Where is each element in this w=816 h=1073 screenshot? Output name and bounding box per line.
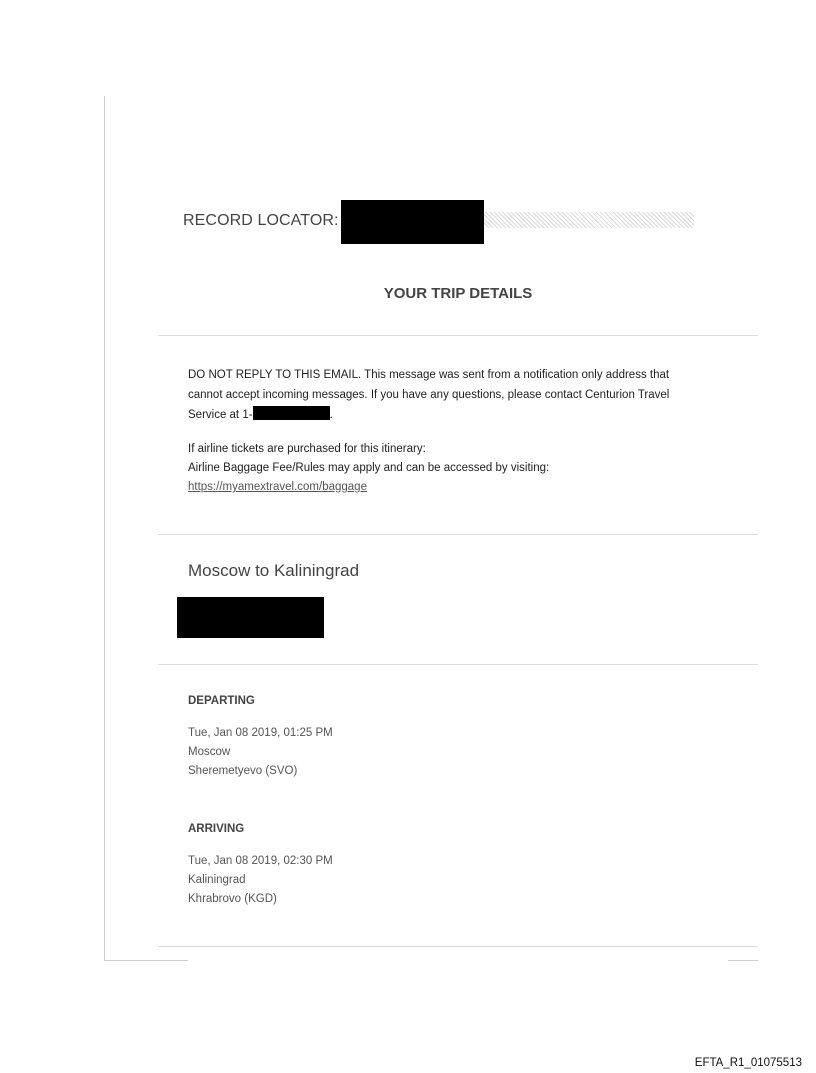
notice-line-2: cannot accept incoming messages. If you have any questions, please contact Centurion Travel — [188, 389, 670, 401]
arriving-details — [188, 852, 333, 909]
route-title: Moscow to Kaliningrad — [188, 561, 360, 580]
arriving-city: Kaliningrad — [188, 874, 246, 886]
no-reply-notice — [188, 365, 728, 425]
arriving-airport: Khrabrovo (KGD) — [188, 893, 277, 905]
baggage-info — [188, 440, 728, 497]
departing-datetime: Tue, Jan 08 2019, 01:25 PM — [188, 727, 333, 739]
page-border-left — [104, 96, 105, 960]
baggage-line-2: Airline Baggage Fee/Rules may apply and can be accessed by visiting: — [188, 462, 550, 474]
baggage-line-1: If airline tickets are purchased for this itinerary: — [188, 443, 426, 455]
page-border-bottom — [104, 960, 188, 961]
departing-details — [188, 724, 333, 781]
departing-city: Moscow — [188, 746, 231, 758]
arriving-heading: ARRIVING — [188, 823, 245, 835]
page-border-bottom-right — [728, 960, 758, 961]
departing-airport: Sheremetyevo (SVO) — [188, 765, 298, 777]
baggage-link[interactable]: https://myamextravel.com/baggage — [188, 481, 367, 493]
redaction-route-details — [177, 597, 324, 638]
divider-2 — [158, 534, 758, 535]
notice-line-3 — [188, 405, 728, 425]
notice-phone-prefix: Service at 1- — [188, 409, 253, 421]
trip-details-title: YOUR TRIP DETAILS — [383, 285, 533, 302]
arriving-datetime: Tue, Jan 08 2019, 02:30 PM — [188, 855, 333, 867]
record-locator-hatch — [484, 212, 694, 228]
document-id: EFTA_R1_01075513 — [694, 1057, 802, 1069]
divider-3 — [158, 664, 758, 665]
redaction-record-locator — [341, 200, 484, 244]
notice-phone-suffix: . — [329, 409, 333, 421]
redaction-phone — [253, 406, 330, 420]
notice-line-1: DO NOT REPLY TO THIS EMAIL. This message was sent from a notification only address that — [188, 369, 670, 381]
divider-1 — [158, 335, 758, 336]
divider-4 — [158, 946, 758, 947]
departing-heading: DEPARTING — [188, 695, 255, 707]
record-locator-label: RECORD LOCATOR: — [183, 212, 339, 229]
